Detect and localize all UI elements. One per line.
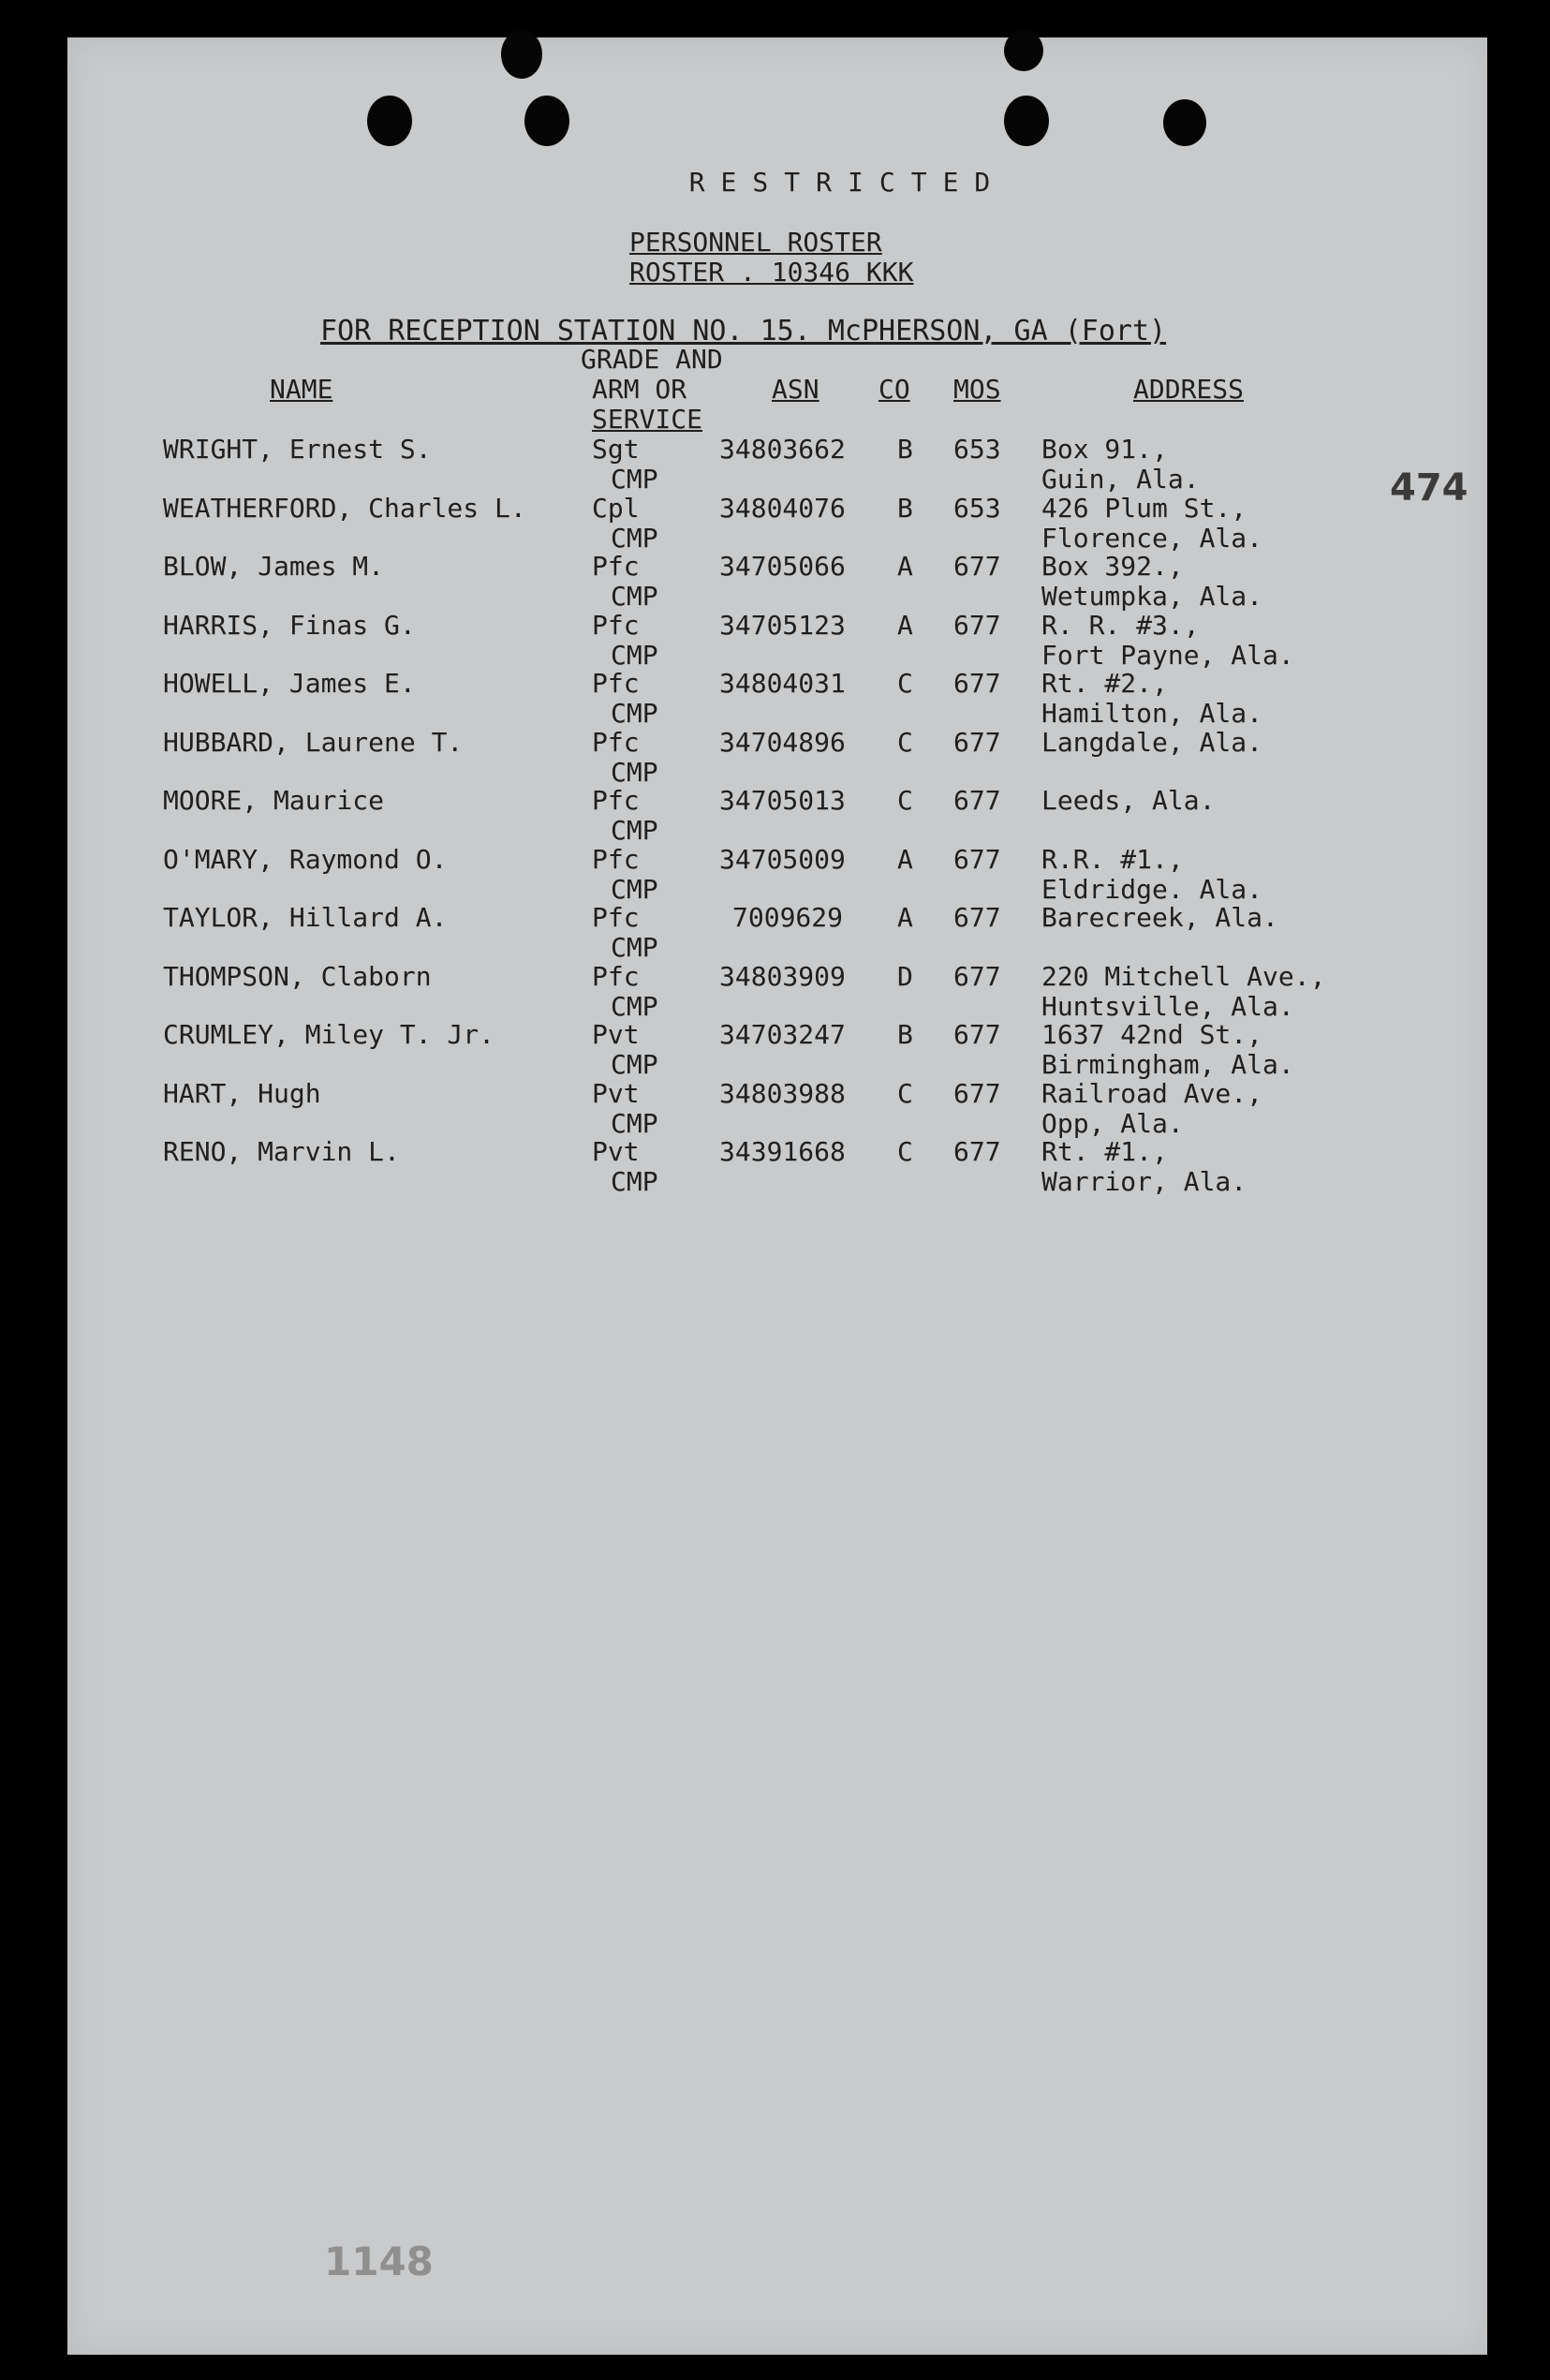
grade-cell: Sgt [592, 434, 640, 465]
asn-cell: 34804076 [719, 493, 846, 524]
co-cell: C [897, 668, 913, 699]
column-header-asn: ASN [772, 374, 819, 405]
service-cell: CMP [611, 1049, 658, 1080]
asn-cell: 34705066 [719, 551, 846, 582]
name-cell: BLOW, James M. [163, 551, 385, 582]
service-cell: CMP [611, 698, 658, 729]
address-line2: Eldridge. Ala. [1041, 874, 1263, 905]
mos-cell: 677 [953, 668, 1001, 699]
punch-hole [367, 96, 412, 146]
asn-cell: 34803909 [719, 961, 846, 992]
asn-cell: 34804031 [719, 668, 846, 699]
service-cell: CMP [611, 815, 658, 846]
address-line1: Box 91., [1041, 434, 1168, 465]
co-cell: C [897, 1136, 913, 1167]
address-line1: Leeds, Ala. [1041, 785, 1216, 816]
address-line2: Florence, Ala. [1041, 523, 1263, 554]
name-cell: THOMPSON, Claborn [163, 961, 432, 992]
mos-cell: 677 [953, 1136, 1001, 1167]
asn-cell: 7009629 [732, 902, 844, 933]
grade-cell: Pfc [592, 668, 640, 699]
service-cell: CMP [611, 523, 658, 554]
asn-cell: 34705009 [719, 844, 846, 875]
classification-label: RESTRICTED [688, 167, 1007, 198]
grade-cell: Pfc [592, 902, 640, 933]
column-header-service: SERVICE [592, 404, 703, 435]
address-line2: Hamilton, Ala. [1041, 698, 1263, 729]
address-line1: Box 392., [1041, 551, 1184, 582]
service-cell: CMP [611, 581, 658, 612]
name-cell: HART, Hugh [163, 1078, 321, 1109]
name-cell: HARRIS, Finas G. [163, 610, 416, 641]
co-cell: A [897, 551, 913, 582]
name-cell: O'MARY, Raymond O. [163, 844, 448, 875]
co-cell: A [897, 610, 913, 641]
punch-hole [1004, 96, 1049, 146]
service-cell: CMP [611, 1108, 658, 1139]
grade-cell: Pvt [592, 1019, 640, 1050]
address-line1: Langdale, Ala. [1041, 727, 1263, 758]
name-cell: MOORE, Maurice [163, 785, 385, 816]
mos-cell: 653 [953, 434, 1001, 465]
asn-cell: 34391668 [719, 1136, 846, 1167]
roster-number: ROSTER . 10346 KKK [629, 257, 914, 288]
mos-cell: 677 [953, 961, 1001, 992]
service-cell: CMP [611, 991, 658, 1022]
co-cell: A [897, 902, 913, 933]
mos-cell: 677 [953, 551, 1001, 582]
column-header-grade: GRADE AND [581, 344, 723, 375]
address-line1: Rt. #2., [1041, 668, 1168, 699]
mos-cell: 653 [953, 493, 1001, 524]
asn-cell: 34803988 [719, 1078, 846, 1109]
margin-page-number: 474 [1390, 466, 1469, 510]
address-line1: R. R. #3., [1041, 610, 1200, 641]
address-line1: 1637 42nd St., [1041, 1019, 1263, 1050]
mos-cell: 677 [953, 902, 1001, 933]
mos-cell: 677 [953, 610, 1001, 641]
co-cell: C [897, 1078, 913, 1109]
address-line1: Barecreek, Ala. [1041, 902, 1278, 933]
address-line1: Rt. #1., [1041, 1136, 1168, 1167]
mos-cell: 677 [953, 1019, 1001, 1050]
address-line2: Birmingham, Ala. [1041, 1049, 1294, 1080]
grade-cell: Pfc [592, 610, 640, 641]
column-header-co: CO [878, 374, 910, 405]
asn-cell: 34705123 [719, 610, 846, 641]
name-cell: WRIGHT, Ernest S. [163, 434, 432, 465]
address-line2: Guin, Ala. [1041, 464, 1200, 495]
grade-cell: Pfc [592, 551, 640, 582]
co-cell: B [897, 1019, 913, 1050]
grade-cell: Pvt [592, 1136, 640, 1167]
service-cell: CMP [611, 464, 658, 495]
service-cell: CMP [611, 932, 658, 963]
address-line2: Warrior, Ala. [1041, 1166, 1247, 1197]
asn-cell: 34803662 [719, 434, 846, 465]
address-line2: Wetumpka, Ala. [1041, 581, 1263, 612]
grade-cell: Pvt [592, 1078, 640, 1109]
name-cell: HUBBARD, Laurene T. [163, 727, 464, 758]
mos-cell: 677 [953, 727, 1001, 758]
service-cell: CMP [611, 1166, 658, 1197]
service-cell: CMP [611, 640, 658, 671]
column-header-address: ADDRESS [1133, 374, 1245, 405]
punch-hole [1163, 99, 1206, 146]
mos-cell: 677 [953, 844, 1001, 875]
column-header-mos: MOS [953, 374, 1001, 405]
grade-cell: Pfc [592, 785, 640, 816]
page-stamp: 1148 [324, 2239, 434, 2284]
document-page [67, 37, 1487, 2355]
service-cell: CMP [611, 757, 658, 788]
co-cell: D [897, 961, 913, 992]
punch-hole [524, 96, 569, 146]
name-cell: HOWELL, James E. [163, 668, 416, 699]
asn-cell: 34703247 [719, 1019, 846, 1050]
co-cell: B [897, 434, 913, 465]
co-cell: B [897, 493, 913, 524]
grade-cell: Pfc [592, 844, 640, 875]
asn-cell: 34705013 [719, 785, 846, 816]
roster-title: PERSONNEL ROSTER [629, 227, 882, 258]
name-cell: WEATHERFORD, Charles L. [163, 493, 526, 524]
address-line1: R.R. #1., [1041, 844, 1184, 875]
address-line2: Huntsville, Ala. [1041, 991, 1294, 1022]
punch-hole [1004, 30, 1043, 71]
address-line1: 220 Mitchell Ave., [1041, 961, 1326, 992]
name-cell: RENO, Marvin L. [163, 1136, 400, 1167]
co-cell: C [897, 785, 913, 816]
address-line2: Opp, Ala. [1041, 1108, 1184, 1139]
grade-cell: Cpl [592, 493, 640, 524]
punch-hole [501, 30, 542, 79]
name-cell: TAYLOR, Hillard A. [163, 902, 448, 933]
address-line2: Fort Payne, Ala. [1041, 640, 1294, 671]
service-cell: CMP [611, 874, 658, 905]
mos-cell: 677 [953, 785, 1001, 816]
mos-cell: 677 [953, 1078, 1001, 1109]
address-line1: Railroad Ave., [1041, 1078, 1263, 1109]
co-cell: A [897, 844, 913, 875]
column-header-name: NAME [270, 374, 333, 405]
grade-cell: Pfc [592, 727, 640, 758]
co-cell: C [897, 727, 913, 758]
address-line1: 426 Plum St., [1041, 493, 1247, 524]
station-subtitle: FOR RECEPTION STATION NO. 15. McPHERSON, GA (Fort) [320, 315, 1167, 347]
name-cell: CRUMLEY, Miley T. Jr. [163, 1019, 495, 1050]
grade-cell: Pfc [592, 961, 640, 992]
asn-cell: 34704896 [719, 727, 846, 758]
column-header-arm: ARM OR [592, 374, 687, 405]
